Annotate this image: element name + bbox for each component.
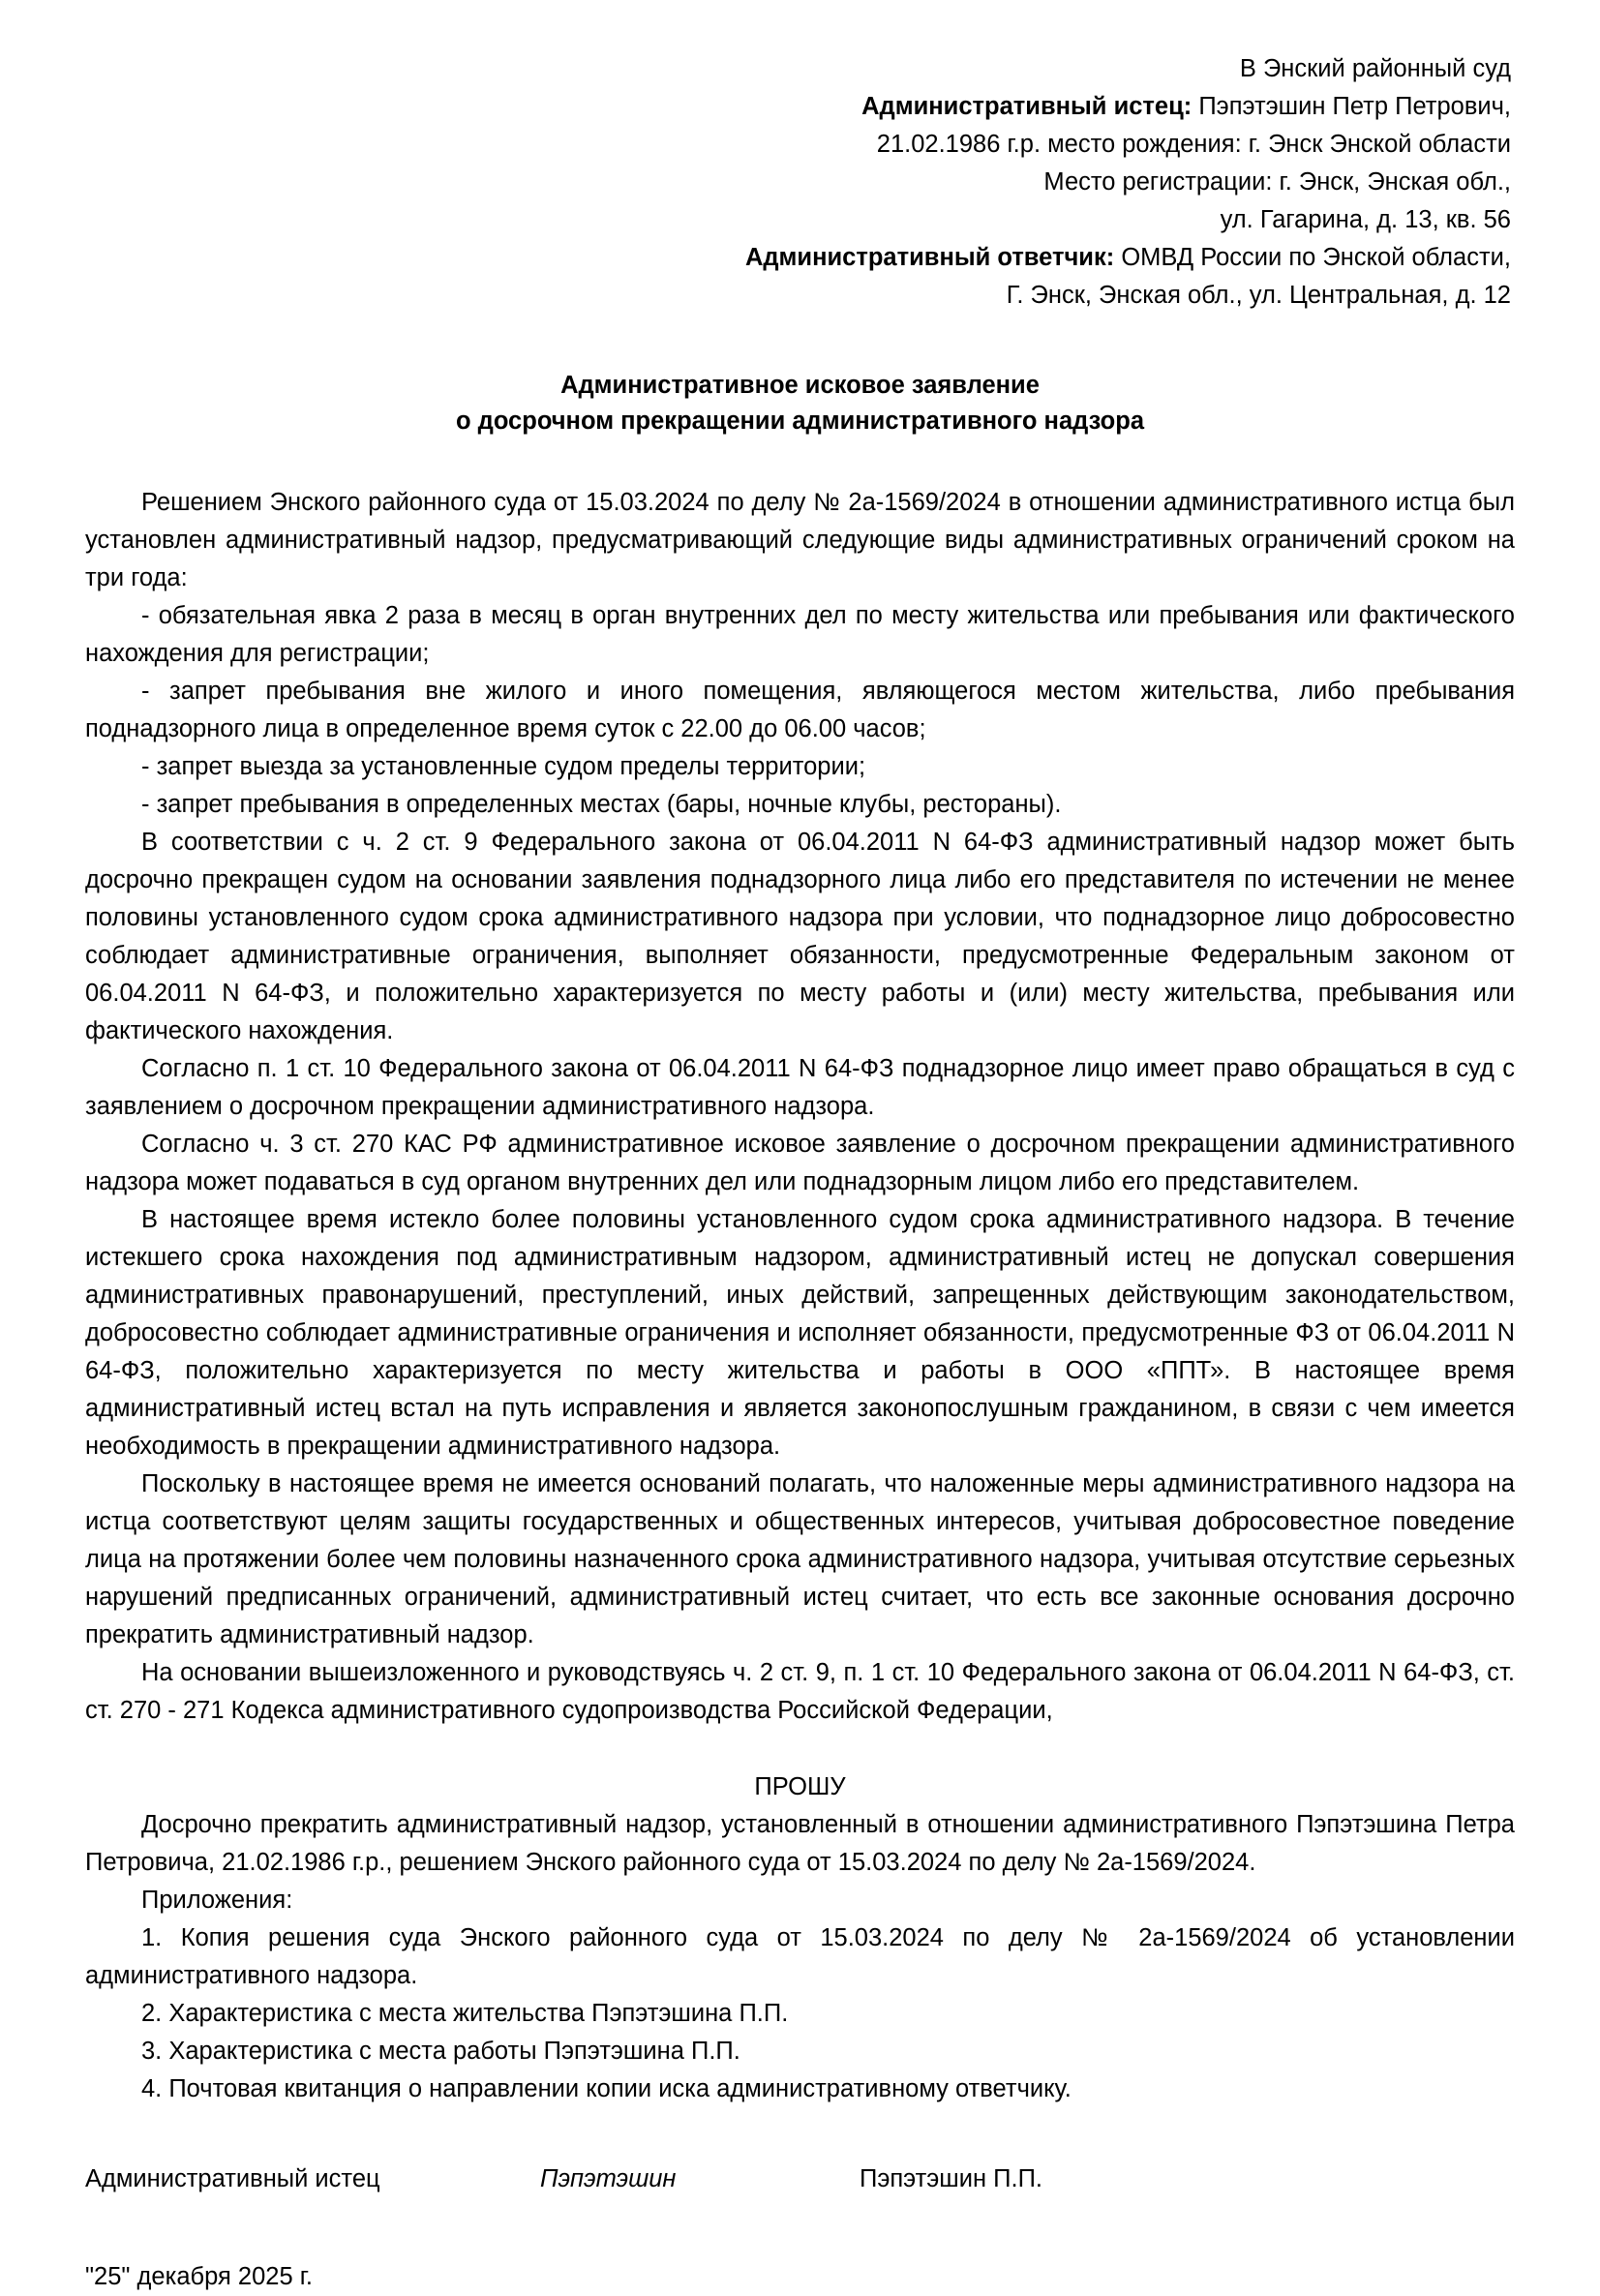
court-name: В Энский районный суд — [1239, 55, 1511, 82]
plaintiff-label: Административный истец: — [861, 93, 1192, 120]
signature-name: Пэпэтэшин П.П. — [860, 2164, 1042, 2192]
signature-role: Административный истец — [85, 2164, 380, 2192]
attachment-item-1: 1. Копия решения суда Энского районного суда от 15.03.2024 по делу № 2а-1569/2024 об установлении административного надзора. — [85, 1923, 1515, 1989]
paragraph-law-64fz-art10: Согласно п. 1 ст. 10 Федерального закона от 06.04.2011 N 64-ФЗ поднадзорное лицо имеет право обращаться в суд с заявлением о досрочном прекращении административного надзора. — [85, 1054, 1515, 1120]
header-line-defendant — [85, 239, 1511, 277]
attachment-item-4: 4. Почтовая квитанция о направлении копии иска административному ответчику. — [141, 2074, 1072, 2102]
paragraph-current-status: В настоящее время истекло более половины установленного судом срока административного надзора. В течение истекшего срока нахождения под административным надзором, административный истец не допускал совершения административных правонарушений, преступлений, иных действий, запрещенных действующим законодательством, добросовестно соблюдает административные ограничения и исполняет обязанности, предусмотренные ФЗ от 06.04.2011 N 64-ФЗ, положительно характеризуется по месту жительства и работы в ООО «ППТ». В настоящее время административный истец встал на путь исправления и является законопослушным гражданином, в связи с чем имеется необходимость в прекращении административного надзора. — [85, 1205, 1515, 1460]
attachments-heading: Приложения: — [141, 1886, 293, 1914]
spacer — [85, 1730, 1515, 1768]
paragraph-grounds: Поскольку в настоящее время не имеется оснований полагать, что наложенные меры административного надзора на истца соответствуют целям защиты государственных и общественных интересов, учитывая добросовестное поведение лица на протяжении более чем половины назначенного срока административного надзора, учитывая отсутствие серьезных нарушений предписанных ограничений, административный истец считает, что есть все законные основания досрочно прекратить административный надзор. — [85, 1469, 1515, 1648]
signature-row — [85, 2160, 1515, 2198]
paragraph-decision-summary: Решением Энского районного суда от 15.03.2024 по делу № 2а-1569/2024 в отношении административного истца был установлен административный надзор, предусматривающий следующие виды административных ограничений сроком на три года: — [85, 488, 1515, 591]
header-line-plaintiff-birth — [85, 126, 1511, 164]
paragraph-kas-art270: Согласно ч. 3 ст. 270 КАС РФ административное исковое заявление о досрочном прекращении административного надзора может подаваться в суд органом внутренних дел или поднадзорным лицом либо его представителем. — [85, 1130, 1515, 1195]
defendant-address: Г. Энск, Энская обл., ул. Центральная, д. 12 — [1006, 282, 1511, 309]
restriction-item-3: - запрет выезда за установленные судом пределы территории; — [141, 752, 866, 780]
attachment-item-2: 2. Характеристика с места жительства Пэпэтэшина П.П. — [141, 1999, 789, 2027]
restriction-item-1: - обязательная явка 2 раза в месяц в орган внутренних дел по месту жительства или пребывания или фактического нахождения для регистрации; — [85, 601, 1515, 667]
plaintiff-street: ул. Гагарина, д. 13, кв. 56 — [1220, 206, 1511, 233]
header-line-defendant-address — [85, 277, 1511, 315]
title-line-2: о досрочном прекращении административного надзора — [455, 407, 1145, 435]
paragraph-legal-basis: На основании вышеизложенного и руководствуясь ч. 2 ст. 9, п. 1 ст. 10 Федерального закона от 06.04.2011 N 64-ФЗ, ст. ст. 270 - 271 Кодекса административного судопроизводства Российской Федерации, — [85, 1658, 1515, 1724]
title-line-1: Административное исковое заявление — [560, 372, 1040, 399]
attachment-item-3: 3. Характеристика с места работы Пэпэтэшина П.П. — [141, 2037, 740, 2065]
page-title — [85, 368, 1515, 439]
restriction-item-2: - запрет пребывания вне жилого и иного помещения, являющегося местом жительства, либо пребывания поднадзорного лица в определенное время суток с 22.00 до 06.00 часов; — [85, 677, 1515, 742]
header-line-plaintiff — [85, 88, 1511, 126]
signature-date: "25" декабря 2025 г. — [85, 2262, 313, 2290]
header-line-plaintiff-street — [85, 201, 1511, 239]
document-header — [85, 50, 1515, 315]
petition-text: Досрочно прекратить административный надзор, установленный в отношении административного Пэпэтэшина Петра Петровича, 21.02.1986 г.р., решением Энского районного суда от 15.03.2024 по делу № 2а-1569/2024. — [85, 1810, 1515, 1876]
plaintiff-name: Пэпэтэшин Петр Петрович, — [1192, 93, 1511, 120]
plaintiff-birth: 21.02.1986 г.р. место рождения: г. Энск Энской области — [876, 131, 1511, 158]
petition-heading: ПРОШУ — [754, 1772, 846, 1800]
paragraph-law-64fz-art9: В соответствии с ч. 2 ст. 9 Федерального закона от 06.04.2011 N 64-ФЗ административный надзор может быть досрочно прекращен судом на основании заявления поднадзорного лица либо его представителя по истечении не менее половины установленного судом срока административного надзора при условии, что поднадзорное лицо добросовестно соблюдает административные ограничения, выполняет обязанности, предусмотренные Федеральным законом от 06.04.2011 N 64-ФЗ, и положительно характеризуется по месту работы и (или) месту жительства, пребывания или фактического нахождения. — [85, 828, 1515, 1044]
header-line-court — [85, 50, 1511, 88]
signature-facsimile: Пэпэтэшин — [540, 2164, 677, 2192]
document-body — [85, 484, 1515, 2296]
defendant-name: ОМВД России по Энской области, — [1114, 244, 1511, 271]
restriction-item-4: - запрет пребывания в определенных местах (бары, ночные клубы, рестораны). — [141, 790, 1062, 818]
header-line-plaintiff-registration — [85, 164, 1511, 201]
defendant-label: Административный ответчик: — [744, 244, 1115, 271]
plaintiff-registration: Место регистрации: г. Энск, Энская обл., — [1043, 168, 1511, 196]
